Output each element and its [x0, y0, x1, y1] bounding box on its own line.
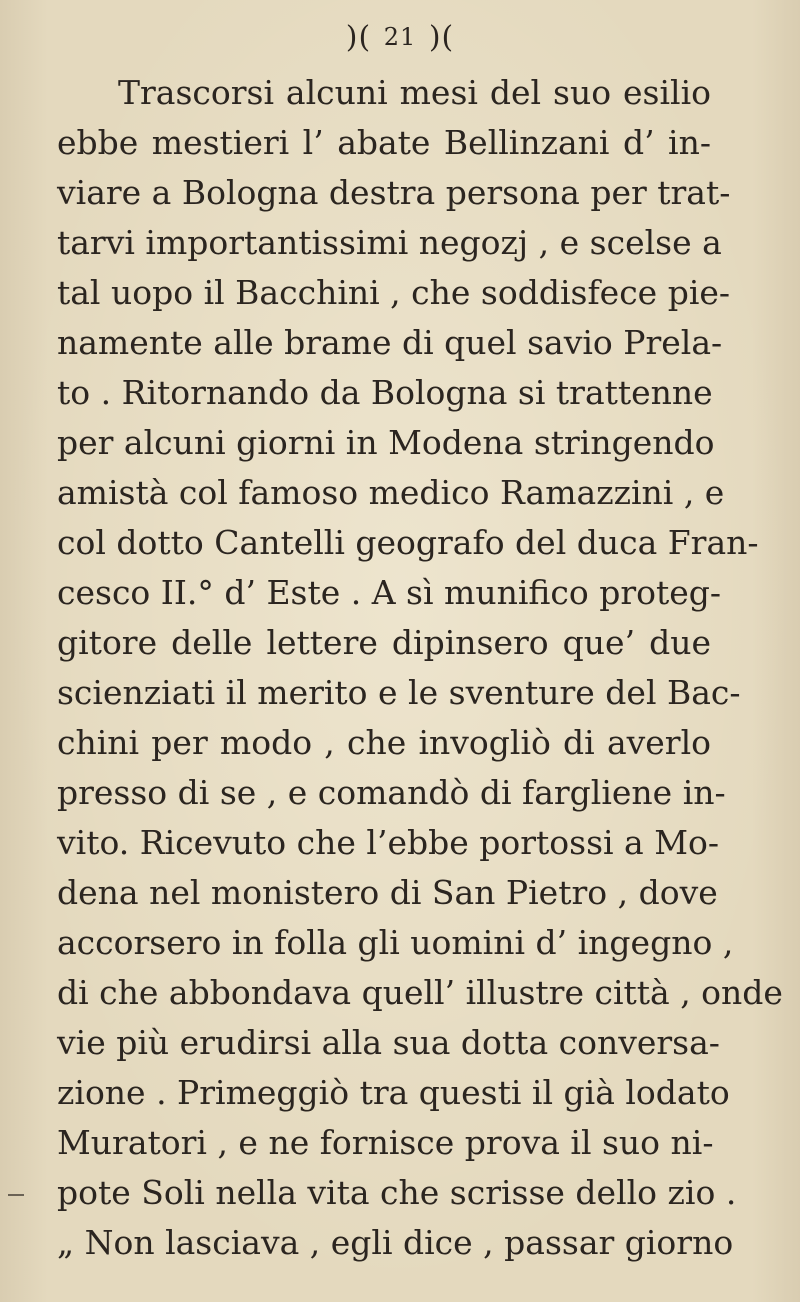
- text-line: to . Ritornando da Bologna si trattenne: [57, 373, 713, 412]
- text-line: vito. Ricevuto che l’ebbe portossi a Mo-: [57, 823, 720, 862]
- left-ornament: )(: [345, 20, 372, 55]
- text-line: tal uopo il Bacchini , che soddisfece pie-: [57, 273, 731, 312]
- right-ornament: )(: [428, 20, 455, 55]
- text-line: zione . Primeggiò tra questi il già lodato: [57, 1073, 730, 1112]
- text-line: accorsero in folla gli uomini d’ ingegno ,: [57, 923, 734, 962]
- text-line: presso di se , e comandò di fargliene in-: [57, 773, 726, 812]
- text-line: „ Non lasciava , egli dice , passar giorno: [57, 1223, 734, 1262]
- text-line: ebbe mestieri l’ abate Bellinzani d’ in-: [57, 123, 711, 162]
- text-line: namente alle brame di quel savio Prela-: [57, 323, 723, 362]
- text-line: dena nel monistero di San Pietro , dove: [57, 873, 718, 912]
- text-line: pote Soli nella vita che scrisse dello zio .: [57, 1173, 737, 1212]
- margin-dash-mark: [8, 1194, 24, 1196]
- text-line: di che abbondava quell’ illustre città , onde: [57, 973, 783, 1012]
- page-header: [0, 20, 800, 55]
- text-line: gitore delle lettere dipinsero que’ due: [57, 623, 711, 662]
- text-line: tarvi importantissimi negozj , e scelse a: [57, 223, 722, 262]
- text-line: Trascorsi alcuni mesi del suo esilio: [118, 73, 711, 112]
- text-line: per alcuni giorni in Modena stringendo: [57, 423, 715, 462]
- page-number: 21: [383, 23, 417, 51]
- text-line: viare a Bologna destra persona per trat-: [57, 173, 731, 212]
- text-line: scienziati il merito e le sventure del Bac-: [57, 673, 741, 712]
- text-line: cesco II.° d’ Este . A sì munifico proteg-: [57, 573, 722, 612]
- text-line: amistà col famoso medico Ramazzini , e: [57, 473, 725, 512]
- text-line: chini per modo , che invogliò di averlo: [57, 723, 711, 762]
- text-line: vie più erudirsi alla sua dotta conversa-: [57, 1023, 720, 1062]
- text-line: col dotto Cantelli geografo del duca Fran-: [57, 523, 759, 562]
- text-line: Muratori , e ne fornisce prova il suo ni-: [57, 1123, 714, 1162]
